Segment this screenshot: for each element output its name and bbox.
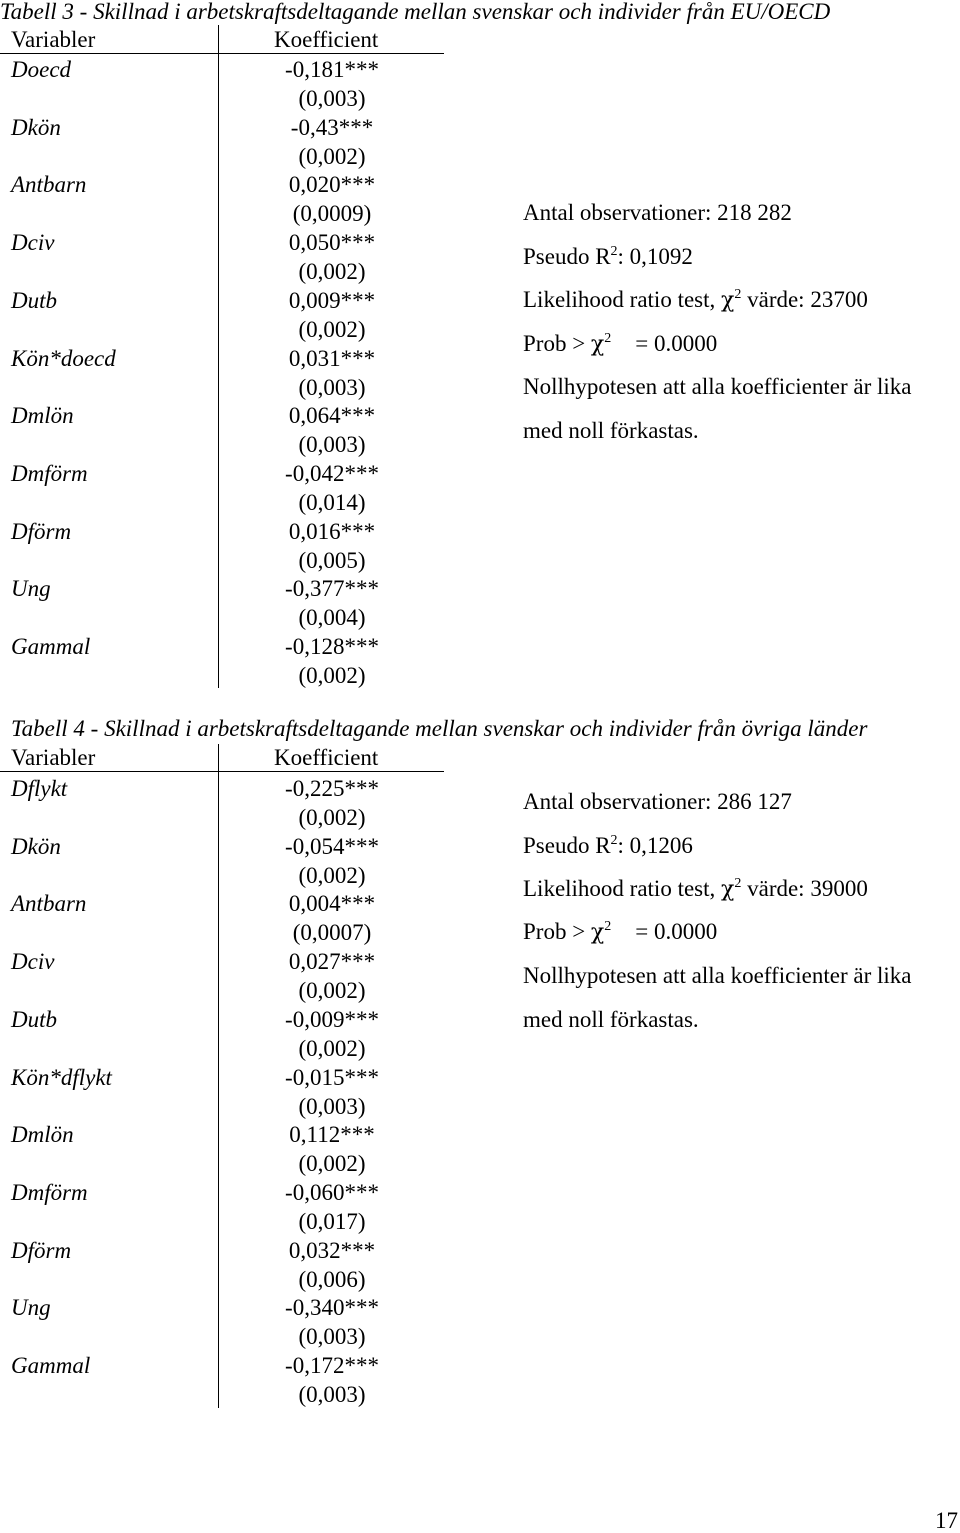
table-row-std-error: (0,002) [298,978,366,1004]
table4-pseudo-r2: Pseudo $R^2$: 0,1206 [523,833,693,858]
table3-prob: Prob > $\chi^2 = 0.0000$ [523,331,718,357]
table4-header-coefficient: Koefficient [274,745,379,770]
table-row-std-error: (0,003) [298,1382,366,1407]
table-row-coefficient: -0,340*** [285,1295,379,1321]
table-row-std-error: (0,002) [298,143,366,169]
table-row-coefficient: 0,016*** [288,518,376,544]
table-row-coefficient: 0,027*** [288,949,376,975]
table-row-variable: Gammal [11,1353,91,1378]
table-row-std-error: (0,0007) [292,920,372,946]
table-row-coefficient: 0,031*** [288,345,376,371]
table-row-std-error: (0,002) [298,805,366,830]
table-row-std-error: (0,014) [298,489,366,515]
table-row-variable: Kön*dflykt [11,1064,112,1090]
table-row-coefficient: -0,181*** [285,57,379,82]
table-row-coefficient: 0,064*** [288,403,376,429]
table-row-variable: Dkön [11,833,61,859]
table-row-coefficient: 0,020*** [288,172,376,198]
table-row-variable: Dförm [11,1237,72,1263]
page-number: 17 [935,1508,958,1533]
table-row-std-error: (0,003) [298,374,366,400]
table-row-coefficient: 0,004*** [288,891,376,917]
table-row-coefficient: 0,050*** [288,230,376,256]
table-row-coefficient: 0,112*** [289,1122,375,1148]
table3-pseudo-r2: Pseudo $R^2$: 0,1092 [523,244,693,269]
table4-null-line2: med noll förkastas. [523,1007,699,1032]
table-row-std-error: (0,003) [298,1093,366,1119]
table-row-std-error: (0,005) [298,547,366,573]
table-row-variable: Antbarn [11,891,87,917]
table-row-std-error: (0,002) [298,1151,366,1177]
table4-column-divider [218,744,219,1408]
table3-header-variable: Variabler [11,27,96,52]
table-row-variable: Kön*doecd [11,345,116,371]
table-row-std-error: (0,003) [298,86,366,111]
table-row-std-error: (0,017) [298,1208,366,1234]
table-row-coefficient: -0,225*** [285,776,379,801]
table-row-coefficient: -0,009*** [285,1006,379,1032]
table-row-variable: Dmförm [11,1179,88,1205]
table4-header-variable: Variabler [11,745,96,770]
table-row-variable: Antbarn [11,172,87,198]
table-row-std-error: (0,002) [298,316,366,342]
table-row-variable: Dflykt [11,776,68,801]
table-row-std-error: (0,003) [298,1324,366,1350]
table3-null-line1: Nollhypotesen att alla koefficienter är lika [523,374,912,399]
table-row-coefficient: -0,172*** [285,1353,379,1378]
table-row-variable: Dciv [11,949,55,975]
table-row-coefficient: -0,060*** [285,1179,379,1205]
table-row-variable: Gammal [11,634,91,659]
table-row-std-error: (0,002) [298,663,366,688]
table-row-variable: Doecd [11,57,72,82]
table-row-std-error: (0,006) [298,1266,366,1292]
table3-lr-test: Likelihood ratio test, $\chi^2$ värde: 23700 [523,287,868,313]
table3-header-coefficient: Koefficient [274,27,379,52]
table-row-coefficient: 0,032*** [288,1237,376,1263]
table3-title: Tabell 3 - Skillnad i arbetskraftsdeltagande mellan svenskar och individer från EU/OECD [0,0,831,24]
table-row-std-error: (0,003) [298,432,366,458]
table4-lr-test: Likelihood ratio test, $\chi^2$ värde: 39000 [523,876,868,902]
table-row-variable: Dmförm [11,460,88,486]
table-row-variable: Dförm [11,518,72,544]
table-row-variable: Ung [11,1295,51,1321]
table4-observations: Antal observationer: 286 127 [523,789,792,814]
table-row-variable: Dciv [11,230,55,256]
table3-column-divider [218,25,219,688]
table-row-coefficient: 0,009*** [288,287,376,313]
table-row-variable: Dkön [11,114,61,140]
table-row-variable: Dmlön [11,403,74,429]
table-row-std-error: (0,002) [298,1035,366,1061]
table-row-coefficient: -0,377*** [285,576,379,602]
table3-observations: Antal observationer: 218 282 [523,200,792,225]
table4-header-rule [0,771,444,772]
table-row-std-error: (0,002) [298,259,366,285]
table4-title: Tabell 4 - Skillnad i arbetskraftsdeltagande mellan svenskar och individer från övriga länder [11,716,868,741]
table4-null-line1: Nollhypotesen att alla koefficienter är lika [523,963,912,988]
table3-null-line2: med noll förkastas. [523,418,699,443]
table-row-variable: Dutb [11,287,57,313]
table-row-std-error: (0,004) [298,605,366,631]
table-row-coefficient: -0,43*** [290,114,374,140]
table-row-variable: Ung [11,576,51,602]
table-row-variable: Dutb [11,1006,57,1032]
table-row-std-error: (0,002) [298,862,366,888]
table-row-coefficient: -0,128*** [285,634,379,659]
table-row-coefficient: -0,015*** [285,1064,379,1090]
table-row-coefficient: -0,042*** [285,460,379,486]
table3-header-rule [0,53,444,54]
table4-prob: Prob > $\chi^2 = 0.0000$ [523,919,718,945]
table-row-variable: Dmlön [11,1122,74,1148]
table-row-std-error: (0,0009) [292,201,372,227]
table-row-coefficient: -0,054*** [285,833,379,859]
